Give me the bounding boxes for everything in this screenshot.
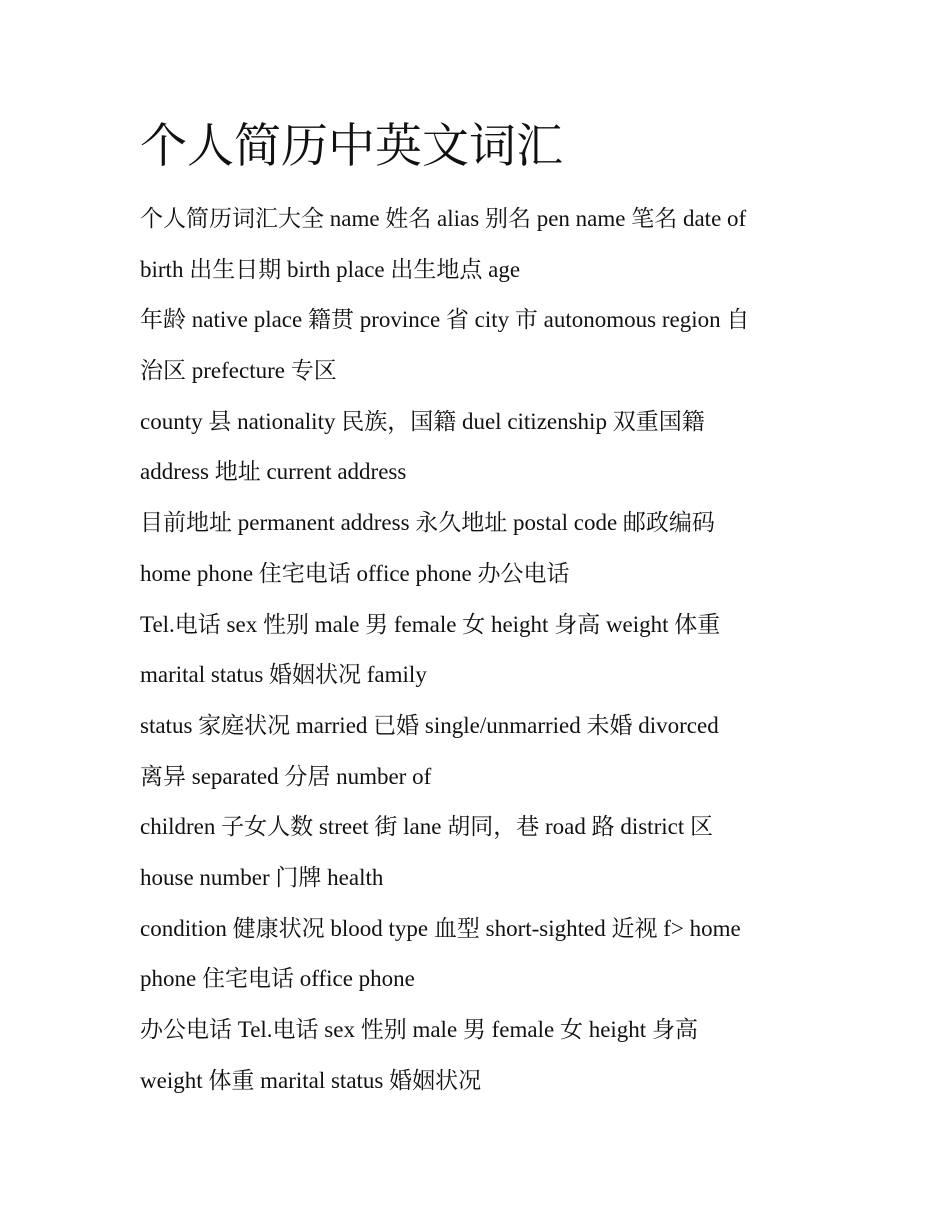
document-title: 个人简历中英文词汇: [140, 119, 563, 174]
vocabulary-text: [140, 194, 830, 1106]
text-line: address 地址 current address: [140, 459, 407, 485]
text-line: marital status 婚姻状况 family: [140, 662, 427, 688]
text-line: children 子女人数 street 街 lane 胡同，巷 road 路 district 区: [140, 814, 713, 840]
text-line: birth 出生日期 birth place 出生地点 age: [140, 256, 521, 282]
text-line: 离异 separated 分居 number of: [140, 763, 432, 789]
text-line: 办公电话 Tel.电话 sex 性别 male 男 female 女 height 身高: [140, 1017, 698, 1042]
text-line: home phone 住宅电话 office phone 办公电话: [140, 560, 570, 586]
document-body: [140, 112, 830, 1106]
text-line: 年龄 native place 籍贯 province 省 city 市 autonomous region 自: [140, 307, 750, 333]
text-line: 目前地址 permanent address 永久地址 postal code 邮政编码: [140, 510, 715, 536]
text-line: 治区 prefecture 专区: [140, 358, 337, 384]
text-line: weight 体重 marital status 婚姻状况: [140, 1067, 482, 1093]
text-line: house number 门牌 health: [140, 864, 384, 890]
text-line: county 县 nationality 民族，国籍 duel citizenship 双重国籍: [140, 408, 705, 434]
text-line: status 家庭状况 married 已婚 single/unmarried 未婚 divorced: [140, 712, 719, 738]
text-line: Tel.电话 sex 性别 male 男 female 女 height 身高 weight 体重: [140, 611, 721, 637]
text-line: 个人简历词汇大全 name 姓名 alias 别名 pen name 笔名 date of: [140, 206, 747, 231]
text-line: phone 住宅电话 office phone: [140, 966, 415, 992]
text-line: condition 健康状况 blood type 血型 short-sighted 近视 f> home: [140, 915, 741, 941]
